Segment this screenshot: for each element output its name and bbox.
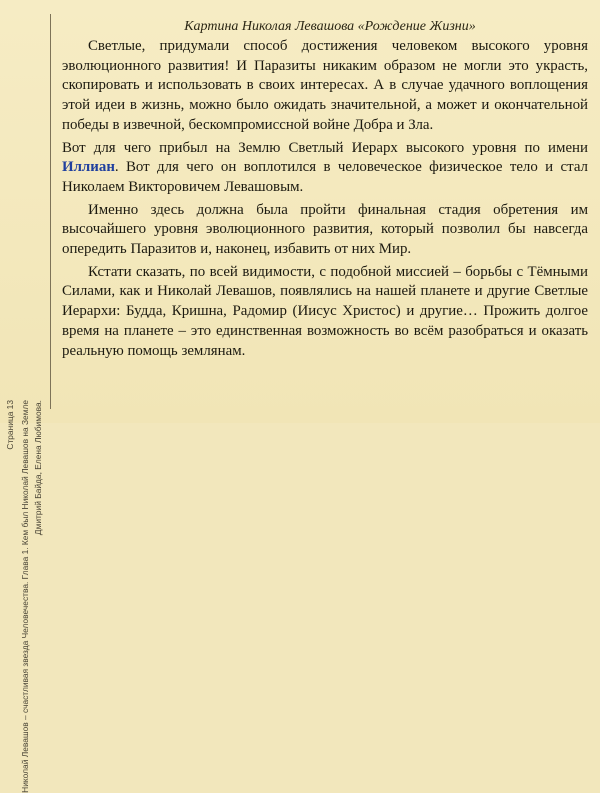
book-title-text: Николай Левашов – счастливая звезда Человечества. Глава 1. Кем был Николай Левашов на Земле [20, 400, 30, 793]
paragraph-2 [62, 139, 588, 198]
document-body [62, 37, 588, 364]
authors-text: Дмитрий Байда, Елена Любимова. [33, 400, 43, 536]
sidebar-page-number [4, 12, 17, 450]
sidebar-authors [32, 12, 45, 536]
paragraph-2-end: . Вот для чего он воплотился в человеческое физическое тело и стал Николаем Викторовичем Левашовым. [62, 159, 588, 195]
paragraph-1: Светлые, придумали способ достижения человеком высокого уровня эволюционного развития! И Паразиты никаким образом не могли это украсть, скопировать и использовать в своих интересах. А в случае удачного воплощения этой идеи в жизнь, можно было ожидать значительной, а может и окончательной победы в извечной, бескомпромиссной войне Добра и Зла. [62, 38, 588, 133]
page-number-text: Страница 13 [5, 400, 15, 450]
margin-divider [50, 14, 51, 409]
paragraph-3: Именно здесь должна была пройти финальная стадия обретения им высочайшего уровня эволюционного развития, который позволил бы навсегда опередить Паразитов и, наконец, избавить от них Мир. [62, 201, 588, 258]
paragraph-2-start: Вот для чего прибыл на Землю Светлый Иерарх высокого уровня по имени [62, 139, 588, 156]
highlighted-name: Иллиан [62, 159, 115, 176]
document-title: Картина Николая Левашова «Рождение Жизни» [184, 19, 476, 34]
paragraph-4: Кстати сказать, по всей видимости, с подобной миссией – борьбы с Тёмными Силами, как и Николай Левашов, появлялись на нашей планете и другие Светлые Иерархи: Будда, Кришна, Радомир (Иисус Христос) и другие… Прожить долгое время на планете – это единственная возможность во всём разобраться и оказать реальную помощь землянам. [62, 263, 588, 359]
sidebar-book-title [19, 12, 32, 793]
